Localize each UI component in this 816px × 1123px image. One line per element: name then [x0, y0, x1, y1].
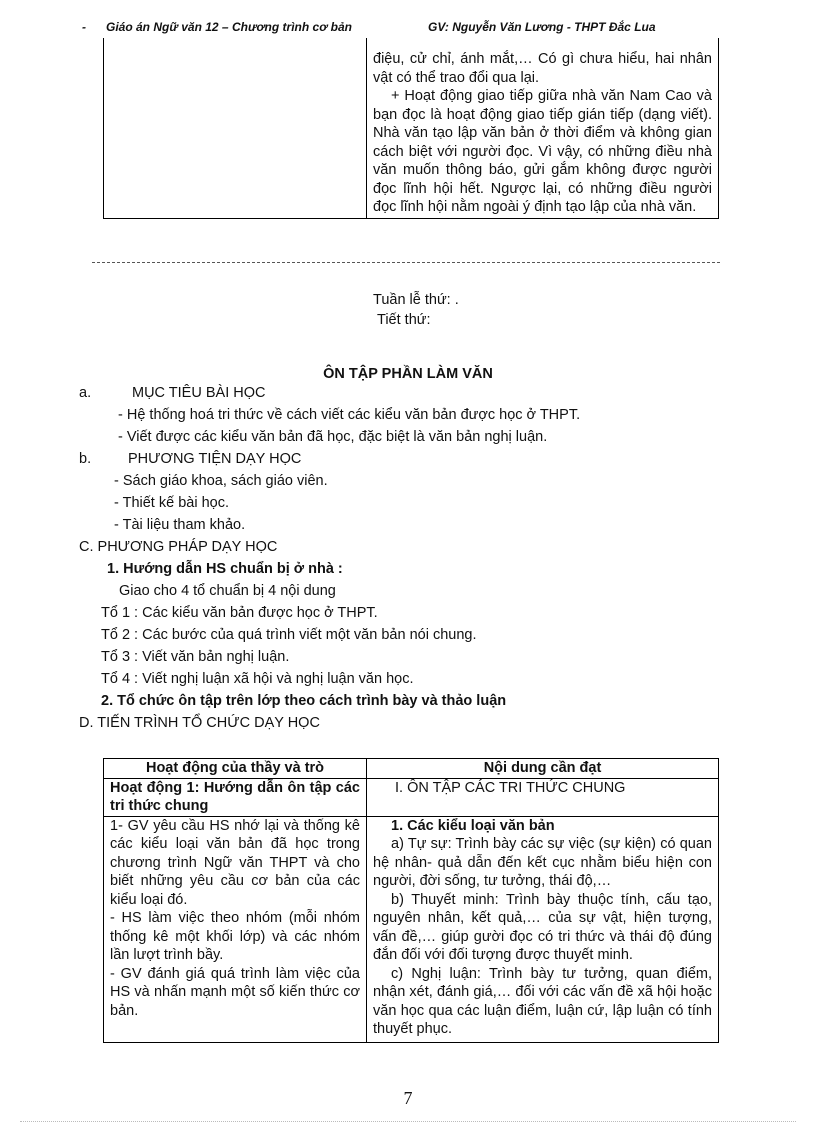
right-para-c: c) Nghị luận: Trình bày tư tưởng, quan điểm, nhận xét, đánh giá,… đối với các vấn đề xã hội hoặc văn học qua các luận điểm, luận cứ, lập luận có tính thuyết phục. — [373, 965, 712, 1037]
header-left: Giáo án Ngữ văn 12 – Chương trình cơ bản — [106, 20, 352, 34]
top-table-left-cell — [104, 38, 367, 218]
section-i-title: I. ÔN TẬP CÁC TRI THỨC CHUNG — [367, 778, 719, 816]
section-c1: 1. Hướng dẫn HS chuẩn bị ở nhà : — [107, 561, 343, 577]
section-b-item-2: - Thiết kế bài học. — [114, 495, 229, 511]
top-table — [103, 38, 719, 219]
top-table-para-2: + Hoạt động giao tiếp giữa nhà văn Nam Cao và bạn đọc là hoạt động giao tiếp gián tiếp (dạng viết). Nhà văn tạo lập văn bản ở thời điểm và không gian cách biệt với người đọc. Vì vậy, có những điều nhà văn muốn thông báo, gửi gắm không được người đọc lĩnh hội hết. Ngược lại, có những điều người đọc lĩnh hội nằm ngoài ý định tạo lập của nhà văn. — [373, 88, 712, 215]
activity-title: Hoạt động 1: Hướng dẫn ôn tập các tri thức chung — [104, 778, 367, 816]
section-c2: 2. Tổ chức ôn tập trên lớp theo cách trình bày và thảo luận — [101, 693, 507, 709]
right-para-b: b) Thuyết minh: Trình bày thuộc tính, cấu tạo, nguyên nhân, kết quả,… của sự vật, hiện tượng, vấn đề,… giúp gười đọc có tri thức và thái độ đúng đắn đối với đối tượng được thuyết minh. — [373, 891, 712, 963]
lesson-table-content-row — [104, 816, 719, 1042]
content-cell — [367, 816, 719, 1042]
section-a-label: a. — [79, 385, 92, 401]
top-table-para-1: điệu, cử chỉ, ánh mắt,… Có gì chưa hiểu, hai nhân vật có thể trao đổi qua lại. — [373, 51, 712, 86]
page-title: ÔN TẬP PHẦN LÀM VĂN — [323, 366, 493, 382]
period-label: Tiết thứ: — [377, 312, 431, 328]
left-para-3: - GV đánh giá quá trình làm việc của HS và nhấn mạnh một số kiến thức cơ bản. — [110, 965, 360, 1019]
top-table-right-cell — [367, 38, 719, 218]
right-heading: 1. Các kiểu loại văn bản — [391, 817, 555, 834]
section-b-item-3: - Tài liệu tham khảo. — [114, 517, 246, 533]
group-2: Tổ 2 : Các bước của quá trình viết một văn bản nói chung. — [101, 627, 477, 643]
section-b-item-1: - Sách giáo khoa, sách giáo viên. — [114, 473, 328, 489]
section-b-title: PHƯƠNG TIỆN DẠY HỌC — [128, 451, 302, 467]
section-c-title: C. PHƯƠNG PHÁP DẠY HỌC — [79, 539, 278, 555]
lesson-table-activity-row — [104, 778, 719, 816]
col1-header: Hoạt động của thầy và trò — [104, 759, 367, 779]
left-para-1: 1- GV yêu cầu HS nhớ lại và thống kê các kiểu loại văn bản đã học trong chương trình Ngữ văn THPT và cho biết những yêu cầu cơ bản của các kiểu loại đó. — [110, 817, 360, 908]
week-label: Tuần lễ thứ: . — [373, 292, 459, 308]
lesson-table-header-row — [104, 759, 719, 779]
section-c1-intro: Giao cho 4 tổ chuẩn bị 4 nội dung — [119, 583, 336, 599]
col2-header: Nội dung cần đạt — [367, 759, 719, 779]
lesson-table — [103, 758, 719, 1043]
section-a-item-2: - Viết được các kiểu văn bản đã học, đặc biệt là văn bản nghị luận. — [118, 429, 548, 445]
section-a-title: MỤC TIÊU BÀI HỌC — [132, 385, 266, 401]
section-a-item-1: - Hệ thống hoá tri thức về cách viết các kiểu văn bản được học ở THPT. — [118, 407, 581, 423]
header-dash: - — [82, 20, 86, 34]
section-b-label: b. — [79, 451, 92, 467]
right-para-a: a) Tự sự: Trình bày các sự việc (sự kiện) có quan hệ nhân- quả dẫn đến kết cục nhằm biểu hiện con người, đời sống, tư tưởng, thái độ,… — [373, 836, 712, 889]
teacher-student-cell — [104, 816, 367, 1042]
page-number: 7 — [403, 1088, 413, 1108]
section-d-title: D. TIẾN TRÌNH TỔ CHỨC DẠY HỌC — [79, 715, 320, 731]
separator-line — [92, 262, 720, 263]
group-3: Tổ 3 : Viết văn bản nghị luận. — [101, 649, 290, 665]
header-right: GV: Nguyễn Văn Lương - THPT Đắc Lua — [428, 20, 656, 34]
left-para-2: - HS làm việc theo nhóm (mỗi nhóm thống kê một khối lớp) và các nhóm lần lượt trình bầy. — [110, 910, 360, 963]
footer-line — [20, 1121, 796, 1122]
group-4: Tổ 4 : Viết nghị luận xã hội và nghị luận văn học. — [101, 671, 414, 687]
group-1: Tổ 1 : Các kiểu văn bản được học ở THPT. — [101, 605, 378, 621]
